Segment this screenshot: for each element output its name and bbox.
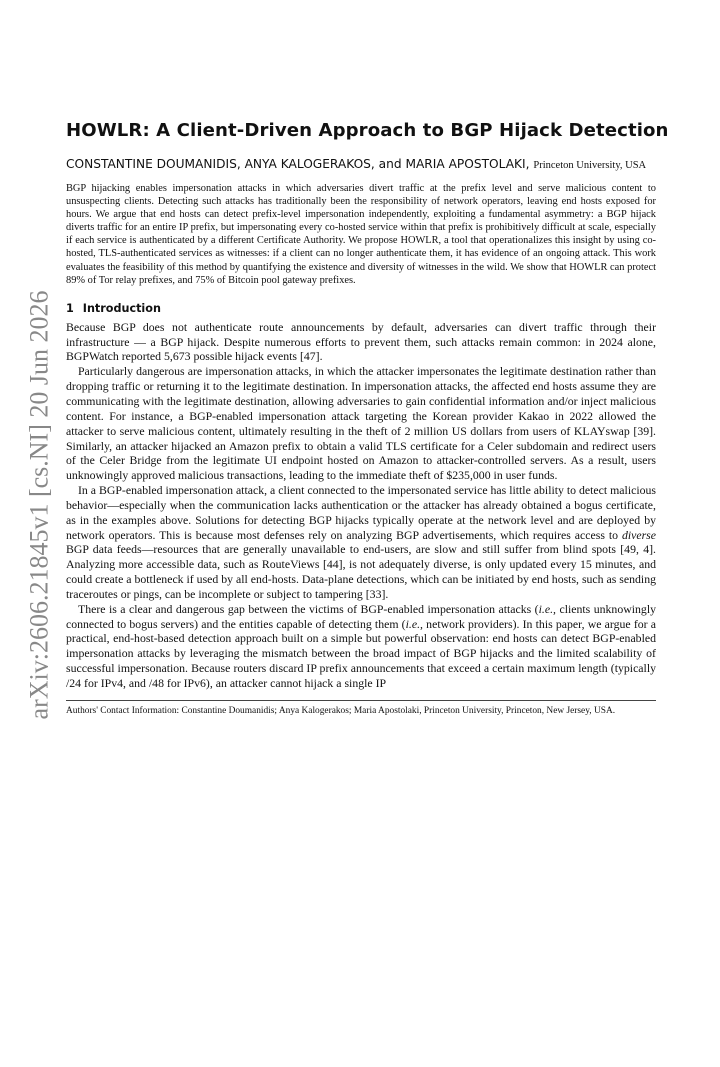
paragraph-3-part-1: In a BGP-enabled impersonation attack, a client connected to the impersonated service has little ability to detect malicious behavior—especially when the communication lacks authentication or the attacker has already obtained a bogus certificate, as in the examples above. Solutions for detecting BGP hijacks typically operate at the network level and are deployed by network operators. This is because most defenses rely on analyzing BGP advertisements, which requires access to (66, 483, 656, 542)
paragraph-4-part-2: clients unknowingly connected to bogus servers) and the entities capable of detecting them ( (66, 601, 656, 631)
author-block (66, 155, 656, 175)
emphasis-ie-1: i.e., (538, 601, 556, 616)
intro-paragraph-1: Because BGP does not authenticate route announcements by default, adversaries can divert traffic through their infrastructure — a BGP hijack. Despite numerous efforts to prevent them, such attacks remain common: in 2024 alone, BGPWatch reported 5,673 possible hijack events [47]. (66, 319, 656, 364)
intro-paragraph-4 (66, 602, 656, 691)
arxiv-sidebar-stamp (14, 290, 64, 720)
emphasis-diverse: diverse (621, 527, 657, 542)
paragraph-4-part-3: network providers). In this paper, we argue for a practical, end-host-based detection approach built on a simple but powerful observation: end hosts can detect BGP-enabled impersonation attacks by leveraging the mismatch between the broad impact of BGP hijacks and the limited scalability of successful impersonation. Because routers discard IP prefix announcements that exceed a certain maximum length (typically /24 for IPv4, and /48 for IPv6), an attacker cannot hijack a single IP (66, 616, 656, 690)
section-heading (66, 302, 656, 316)
paper-page (66, 119, 669, 717)
abstract: BGP hijacking enables impersonation attacks in which adversaries divert traffic at the prefix level and serve malicious content to unsuspecting clients. Detecting such attacks has traditionally been the responsibility of network operators, leaving end hosts exposed for hours. We argue that end hosts can detect prefix-level impersonation independently, exploiting a fundamental asymmetry: a BGP hijack diverts traffic for an entire IP prefix, but impersonating every co-hosted service within that prefix is prohibitively difficult at scale, especially if each service is authenticated by a different Certificate Authority. We propose HOWLR, a tool that operationalizes this insight by using co-hosted, TLS-authenticated services as witnesses: if a client can no longer authenticate them, it has evidence of an ongoing attack. This work evaluates the feasibility of this method by quantifying the existence and diversity of witnesses in the wild. We show that HOWLR can protect 89% of Tor relay prefixes, and 75% of Bitcoin pool gateway prefixes. (66, 183, 656, 286)
author-affiliation: Princeton University, USA (533, 160, 647, 171)
arxiv-identifier: arXiv:2606.21845v1 [cs.NI] 20 Jun 2026 (24, 290, 54, 720)
footnote: Authors' Contact Information: Constantine Doumanidis; Anya Kalogerakos; Maria Apostolaki, Princeton University, Princeton, New Jersey, USA. (66, 700, 656, 718)
author-names: CONSTANTINE DOUMANIDIS, ANYA KALOGERAKOS, and MARIA APOSTOLAKI, (66, 157, 530, 171)
section-title: Introduction (82, 301, 161, 315)
emphasis-ie-2: i.e., (405, 616, 423, 631)
intro-paragraph-2: Particularly dangerous are impersonation attacks, in which the attacker impersonates the legitimate destination rather than dropping traffic or returning it to the legitimate destination. In impersonation attacks, the affected end hosts assume they are communicating with the legitimate destination, allowing adversaries to gain confidential information and/or inject malicious content. For instance, a BGP-enabled impersonation attack targeting the Korean provider Kakao in 2022 allowed the attacker to serve malicious content, ultimately resulting in the theft of 2 million US dollars from users of KLAYswap [39]. Similarly, an attacker hijacked an Amazon prefix to obtain a valid TLS certificate for a Celer subdomain and redirect users of the Celer Bridge from the legitimate UI endpoint hosted on Amazon to attacker-controlled servers. As a result, users unknowingly approved malicious transactions, leading to the immediate theft of $235,000 in user funds. (66, 364, 656, 483)
intro-paragraph-3 (66, 483, 656, 602)
paper-title: HOWLR: A Client-Driven Approach to BGP Hijack Detection (66, 120, 669, 141)
paragraph-3-part-2: BGP data feeds—resources that are generally unavailable to end-users, are slow and still suffer from blind spots [49, 4]. Analyzing more accessible data, such as RouteViews [44], is not adequately diverse, is only updated every 15 minutes, and could create a bottleneck if used by all end-hosts. Data-plane detections, which can be initiated by end hosts, such as sending traceroutes or pings, can be incomplete or subject to tampering [33]. (66, 542, 656, 601)
paragraph-4-part-1: There is a clear and dangerous gap between the victims of BGP-enabled impersonation attacks ( (78, 601, 539, 616)
section-number: 1 (66, 301, 74, 315)
